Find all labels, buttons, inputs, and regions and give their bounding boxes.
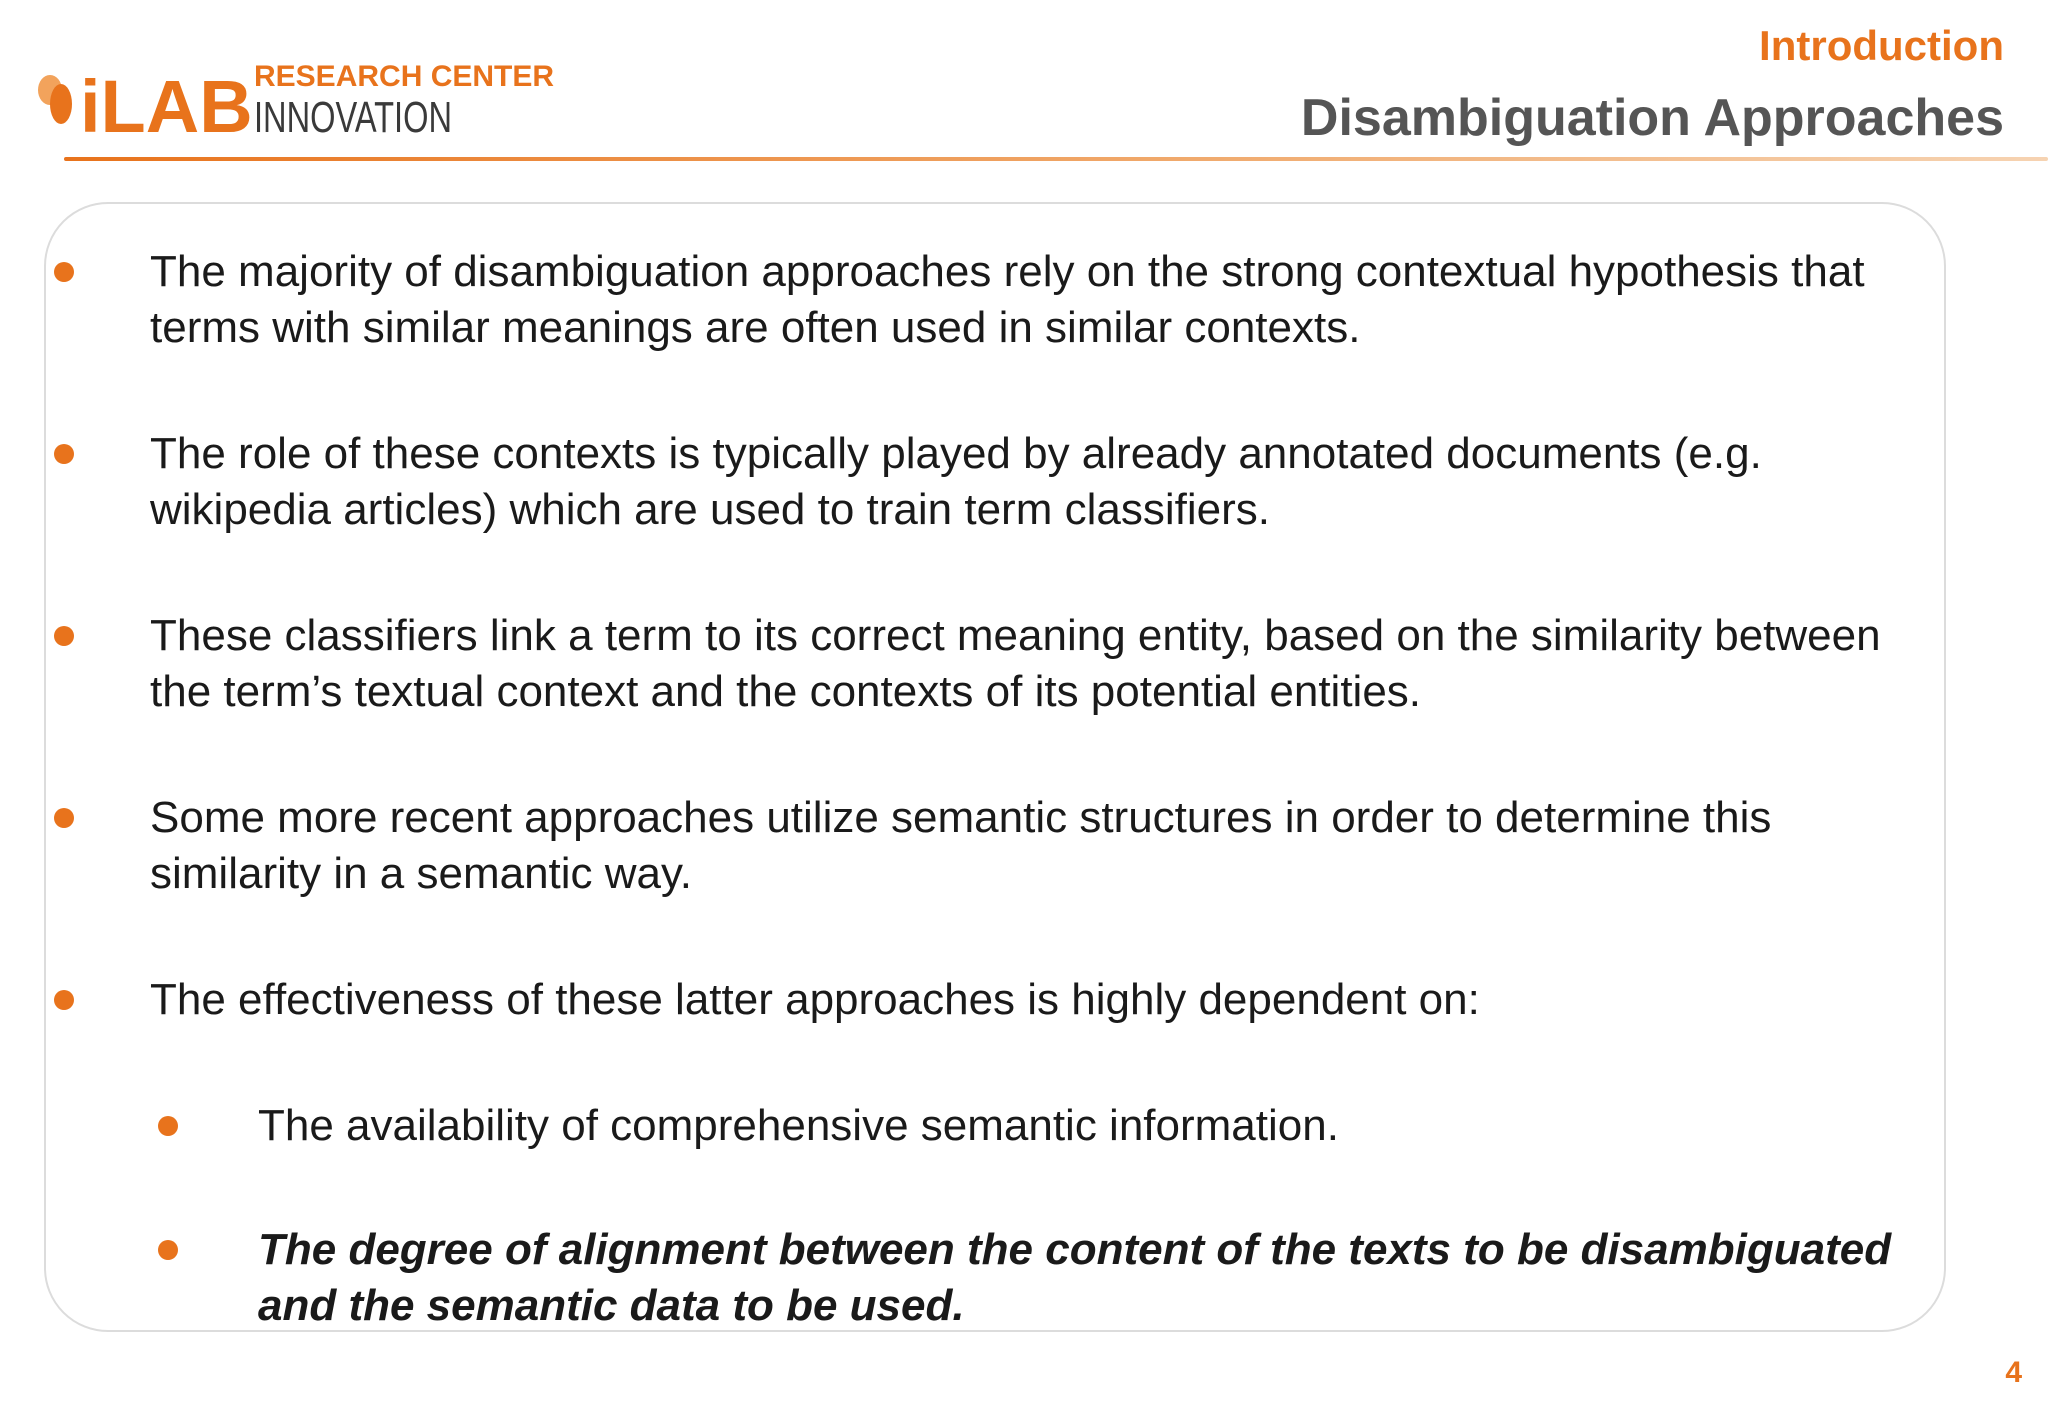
page-number: 4 [2005, 1356, 2022, 1389]
bullet-text: The effectiveness of these latter approaches is highly dependent on: [150, 975, 1480, 1024]
bullet-dot-icon [54, 262, 74, 282]
content-panel [44, 202, 1946, 1332]
sub-bullet-item-emphasized [258, 1222, 1898, 1334]
slide-title: Disambiguation Approaches [1300, 89, 2004, 147]
bullet-item [150, 426, 1930, 538]
bullet-item [150, 608, 1930, 720]
bullet-dot-icon [54, 626, 74, 646]
bullet-dot-icon [54, 444, 74, 464]
logo-line-2: INNOVATION [254, 93, 452, 142]
sub-bullet-item [258, 1098, 1898, 1154]
bullet-text: These classifiers link a term to its correct meaning entity, based on the similarity between the term’s textual context and the contexts of its potential entities. [150, 611, 1881, 716]
logo-line-1: RESEARCH CENTER [254, 60, 555, 93]
bullet-text: The role of these contexts is typically played by already annotated documents (e.g. wikipedia articles) which are used to train term classifiers. [150, 429, 1762, 534]
header-divider [64, 157, 2048, 161]
bullet-item [150, 244, 1930, 356]
bullet-text: The majority of disambiguation approaches rely on the strong contextual hypothesis that terms with similar meanings are often used in similar contexts. [150, 247, 1865, 352]
bullet-item [150, 972, 1930, 1028]
bullet-dot-icon [54, 808, 74, 828]
logo-brand: iLAB [80, 65, 253, 148]
bullet-dot-icon [158, 1240, 178, 1260]
bullet-item [150, 790, 1930, 902]
bullet-text: The degree of alignment between the content of the texts to be disambiguated and the semantic data to be used. [258, 1225, 1892, 1330]
bullet-text: Some more recent approaches utilize semantic structures in order to determine this similarity in a semantic way. [150, 793, 1772, 898]
section-label: Introduction [1759, 22, 2004, 69]
ilab-logo [36, 46, 555, 148]
bullet-dot-icon [158, 1116, 178, 1136]
bullet-text: The availability of comprehensive semantic information. [258, 1101, 1339, 1150]
bullet-dot-icon [54, 990, 74, 1010]
